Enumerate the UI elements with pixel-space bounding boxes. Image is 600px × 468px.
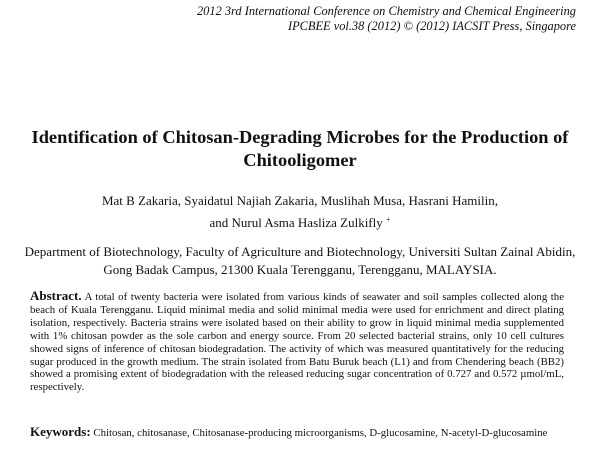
affiliation-line-2: Gong Badak Campus, 21300 Kuala Terengganu, Terengganu, MALAYSIA. [103,262,497,277]
author-list [0,190,600,234]
conference-header [197,4,576,34]
authors-line-1: Mat B Zakaria, Syaidatul Najiah Zakaria, Muslihah Musa, Hasrani Hamilin, [101,193,499,208]
authors-line-2-text: and Nurul Asma Hasliza Zulkifly [209,215,383,230]
conference-line: 2012 3rd International Conference on Chemistry and Chemical Engineering [196,4,576,18]
abstract-text: A total of twenty bacteria were isolated from various kinds of seawater and soil samples collected along the beach of Kuala Terengganu. Liquid minimal media and solid minimal media were used for enrichment and direct plating isolation, respectively. Bacteria strains were isolated based on their ability to grow in liquid minimal media supplemented with 1% chitosan powder as the sole carbon and energy source. From 20 selected bacterial strains, only 10 cell cultures showed signs of inference of chitosan biodegradation. The activity of which was measured quantitatively for the reducing sugar produced in the growth medium. The strain isolated from Batu Buruk beach (L1) and from Chendering beach (BB2) showed a promising extent of biodegradation with the released reducing sugar concentration of 0.727 and 0.572 µmol/mL, respectively. [30,291,564,394]
keywords-text: Chitosan, chitosanase, Chitosanase-producing microorganisms, D-glucosamine, N-acetyl-D-glucosamine [93,427,548,439]
abstract [30,290,564,394]
keywords [30,425,564,440]
abstract-label: Abstract. [30,288,82,303]
paper-title: Identification of Chitosan-Degrading Microbes for the Production of Chitooligomer [31,127,569,170]
affiliation-line-1: Department of Biotechnology, Faculty of Agriculture and Biotechnology, Universiti Sultan Zainal Abidin, [24,244,576,259]
publication-line: IPCBEE vol.38 (2012) © (2012) IACSIT Press, Singapore [287,19,576,33]
authors-line-2 [0,212,600,234]
keywords-label: Keywords: [30,424,91,439]
affiliation [0,243,600,279]
corresponding-author-mark: + [386,215,391,224]
